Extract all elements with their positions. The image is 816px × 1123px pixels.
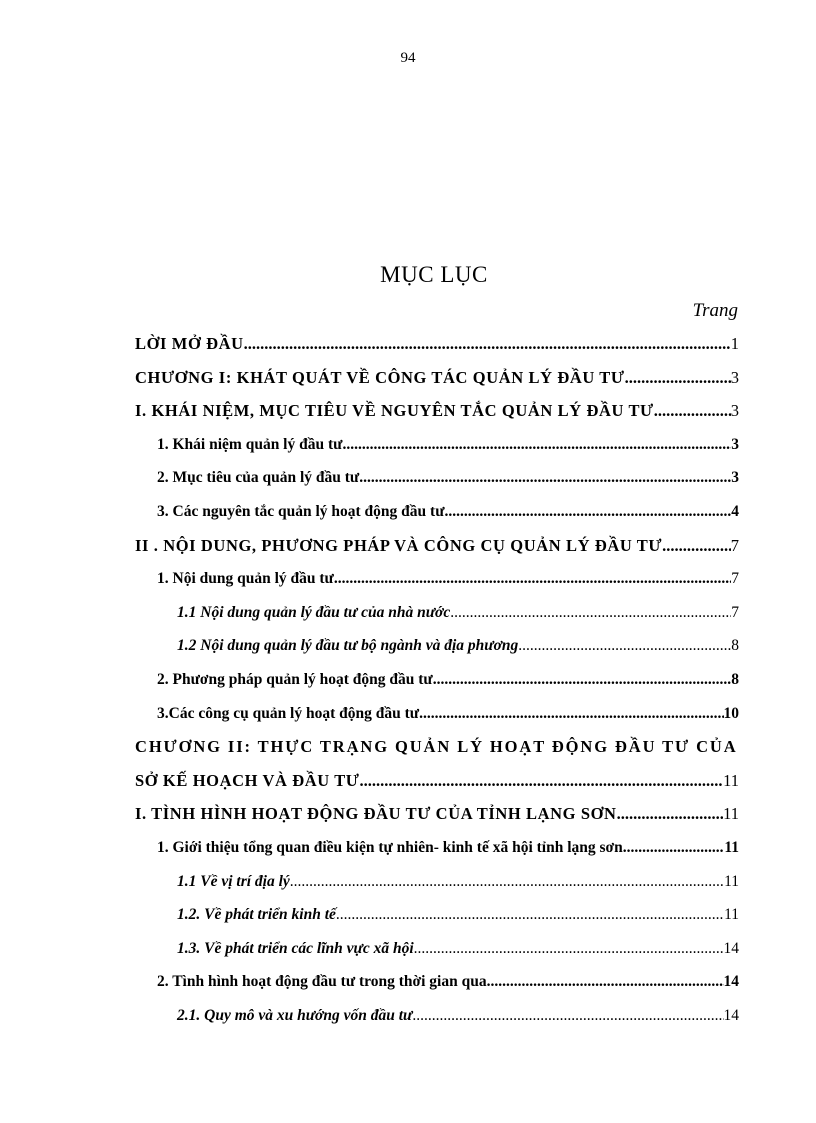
toc-entry-page: 7 <box>731 570 739 588</box>
toc-entry-page: 3 <box>730 401 739 421</box>
toc-entry-c2-1-2-1[interactable] <box>135 999 739 1033</box>
toc-entry-label: 1.1 Nội dung quản lý đầu tư của nhà nước <box>177 603 451 621</box>
toc-entry-2-2[interactable] <box>135 663 739 697</box>
toc-entry-label: 1. Nội dung quản lý đầu tư <box>157 570 334 588</box>
toc-entry-label: 1.3. Về phát triển các lĩnh vực xã hội <box>177 939 414 957</box>
toc-entry-label: 2. Mục tiêu của quản lý đầu tư <box>157 469 360 487</box>
toc-entry-page: 3 <box>731 469 739 487</box>
toc-entry-1-1[interactable] <box>135 428 739 462</box>
toc-entry-chuong-1[interactable] <box>135 361 739 395</box>
leader-dots <box>342 428 731 462</box>
leader-dots <box>518 629 731 663</box>
toc-entry-page: 11 <box>724 872 739 890</box>
toc-entry-1-3[interactable] <box>135 495 739 529</box>
toc-entry-label: 3. Các nguyên tắc quản lý hoạt động đầu tư <box>157 502 445 520</box>
toc-entry-page: 14 <box>723 939 739 957</box>
toc-entry-label: 1.2. Về phát triển kinh tế <box>177 906 336 924</box>
toc-entry-label: I. KHÁI NIỆM, MỤC TIÊU VỀ NGUYÊN TẮC QUẢN LÝ ĐẦU TƯ <box>135 401 654 421</box>
leader-dots <box>623 831 725 865</box>
toc-entry-chuong-2-line-1[interactable]: CHƯƠNG II: THỰC TRẠNG QUẢN LÝ HOẠT ĐỘNG ĐẦU TƯ CỦA <box>135 737 738 757</box>
toc-entry-1-2[interactable] <box>135 461 739 495</box>
toc-entry-c2-1-2[interactable] <box>135 965 739 999</box>
toc-entry-label: 1. Giới thiệu tổng quan điều kiện tự nhiên- kinh tế xã hội tỉnh lạng sơn <box>157 838 623 856</box>
leader-dots <box>359 461 731 495</box>
toc-entry-chuong-2-section-1[interactable] <box>135 797 739 831</box>
toc-entry-label: 1.1 Về vị trí địa lý <box>177 872 290 890</box>
leader-dots <box>360 764 724 798</box>
leader-dots <box>334 562 731 596</box>
leader-dots <box>450 596 731 630</box>
toc-entry-page: 10 <box>723 704 739 722</box>
leader-dots <box>412 999 723 1033</box>
toc-entry-2-3[interactable] <box>135 697 739 731</box>
toc-entry-page: 3 <box>731 435 739 453</box>
toc-entry-c2-1-1-1[interactable] <box>135 865 739 899</box>
toc-entry-label: 1.2 Nội dung quản lý đầu tư bộ ngành và địa phương <box>177 637 519 655</box>
toc-entry-page: 3 <box>730 367 739 387</box>
toc-entry-page: 7 <box>730 535 739 555</box>
page-title: MỤC LỤC <box>380 262 488 287</box>
toc-entry-section-1[interactable] <box>135 394 739 428</box>
leader-dots <box>290 865 724 899</box>
toc-entry-2-1[interactable] <box>135 562 739 596</box>
leader-dots <box>654 394 731 428</box>
leader-dots <box>625 361 731 395</box>
page-column-label: Trang <box>692 300 738 321</box>
toc-entry-label: 2. Phương pháp quản lý hoạt động đầu tư <box>157 670 433 688</box>
toc-entry-label: CHƯƠNG I: KHÁT QUÁT VỀ CÔNG TÁC QUẢN LÝ ĐẦU TƯ <box>135 367 625 387</box>
toc-entry-c2-1-1[interactable] <box>135 831 739 865</box>
toc-entry-page: 11 <box>724 838 739 856</box>
toc-entry-2-1-1[interactable] <box>135 596 739 630</box>
toc-entry-label: LỜI MỞ ĐẦU <box>135 334 244 353</box>
toc-entry-section-2[interactable] <box>135 529 739 563</box>
toc-entry-page: 8 <box>731 670 739 688</box>
leader-dots <box>244 327 731 361</box>
toc-entry-page: 14 <box>723 973 739 991</box>
toc-entry-c2-1-1-2[interactable] <box>135 898 739 932</box>
leader-dots <box>617 797 724 831</box>
toc-entry-page: 14 <box>723 1006 739 1024</box>
toc-entry-page: 11 <box>723 804 739 824</box>
toc-entry-label: SỞ KẾ HOẠCH VÀ ĐẦU TƯ <box>135 770 360 790</box>
toc-entry-c2-1-1-3[interactable] <box>135 932 739 966</box>
leader-dots <box>419 697 723 731</box>
page-number: 94 <box>400 50 416 66</box>
leader-dots <box>336 898 724 932</box>
leader-dots <box>487 965 724 999</box>
leader-dots <box>433 663 732 697</box>
toc-entry-page: 11 <box>724 906 739 924</box>
toc-entry-2-1-2[interactable] <box>135 629 739 663</box>
toc-entry-label: 2. Tình hình hoạt động đầu tư trong thời gian qua <box>157 973 487 991</box>
toc-entry-label: I. TÌNH HÌNH HOẠT ĐỘNG ĐẦU TƯ CỦA TỈNH LẠNG SƠN <box>135 804 617 824</box>
leader-dots <box>662 529 731 563</box>
toc-entry-loi-mo-dau[interactable] <box>135 327 739 361</box>
toc-entry-page: 7 <box>731 603 739 621</box>
toc-entry-label: 3.Các công cụ quản lý hoạt động đầu tư <box>157 704 420 722</box>
table-of-contents <box>135 327 739 1032</box>
leader-dots <box>445 495 732 529</box>
toc-entry-chuong-2-line-2[interactable] <box>135 764 739 798</box>
toc-entry-label: 1. Khái niệm quản lý đầu tư <box>157 435 343 453</box>
toc-entry-page: 1 <box>730 334 739 353</box>
toc-entry-page: 8 <box>731 637 739 655</box>
toc-entry-label: II . NỘI DUNG, PHƯƠNG PHÁP VÀ CÔNG CỤ QUẢN LÝ ĐẦU TƯ <box>135 535 663 555</box>
toc-entry-label: 2.1. Quy mô và xu hướng vốn đầu tư <box>177 1006 413 1024</box>
toc-entry-page: 4 <box>731 502 739 520</box>
leader-dots <box>414 932 724 966</box>
toc-entry-page: 11 <box>723 770 739 790</box>
